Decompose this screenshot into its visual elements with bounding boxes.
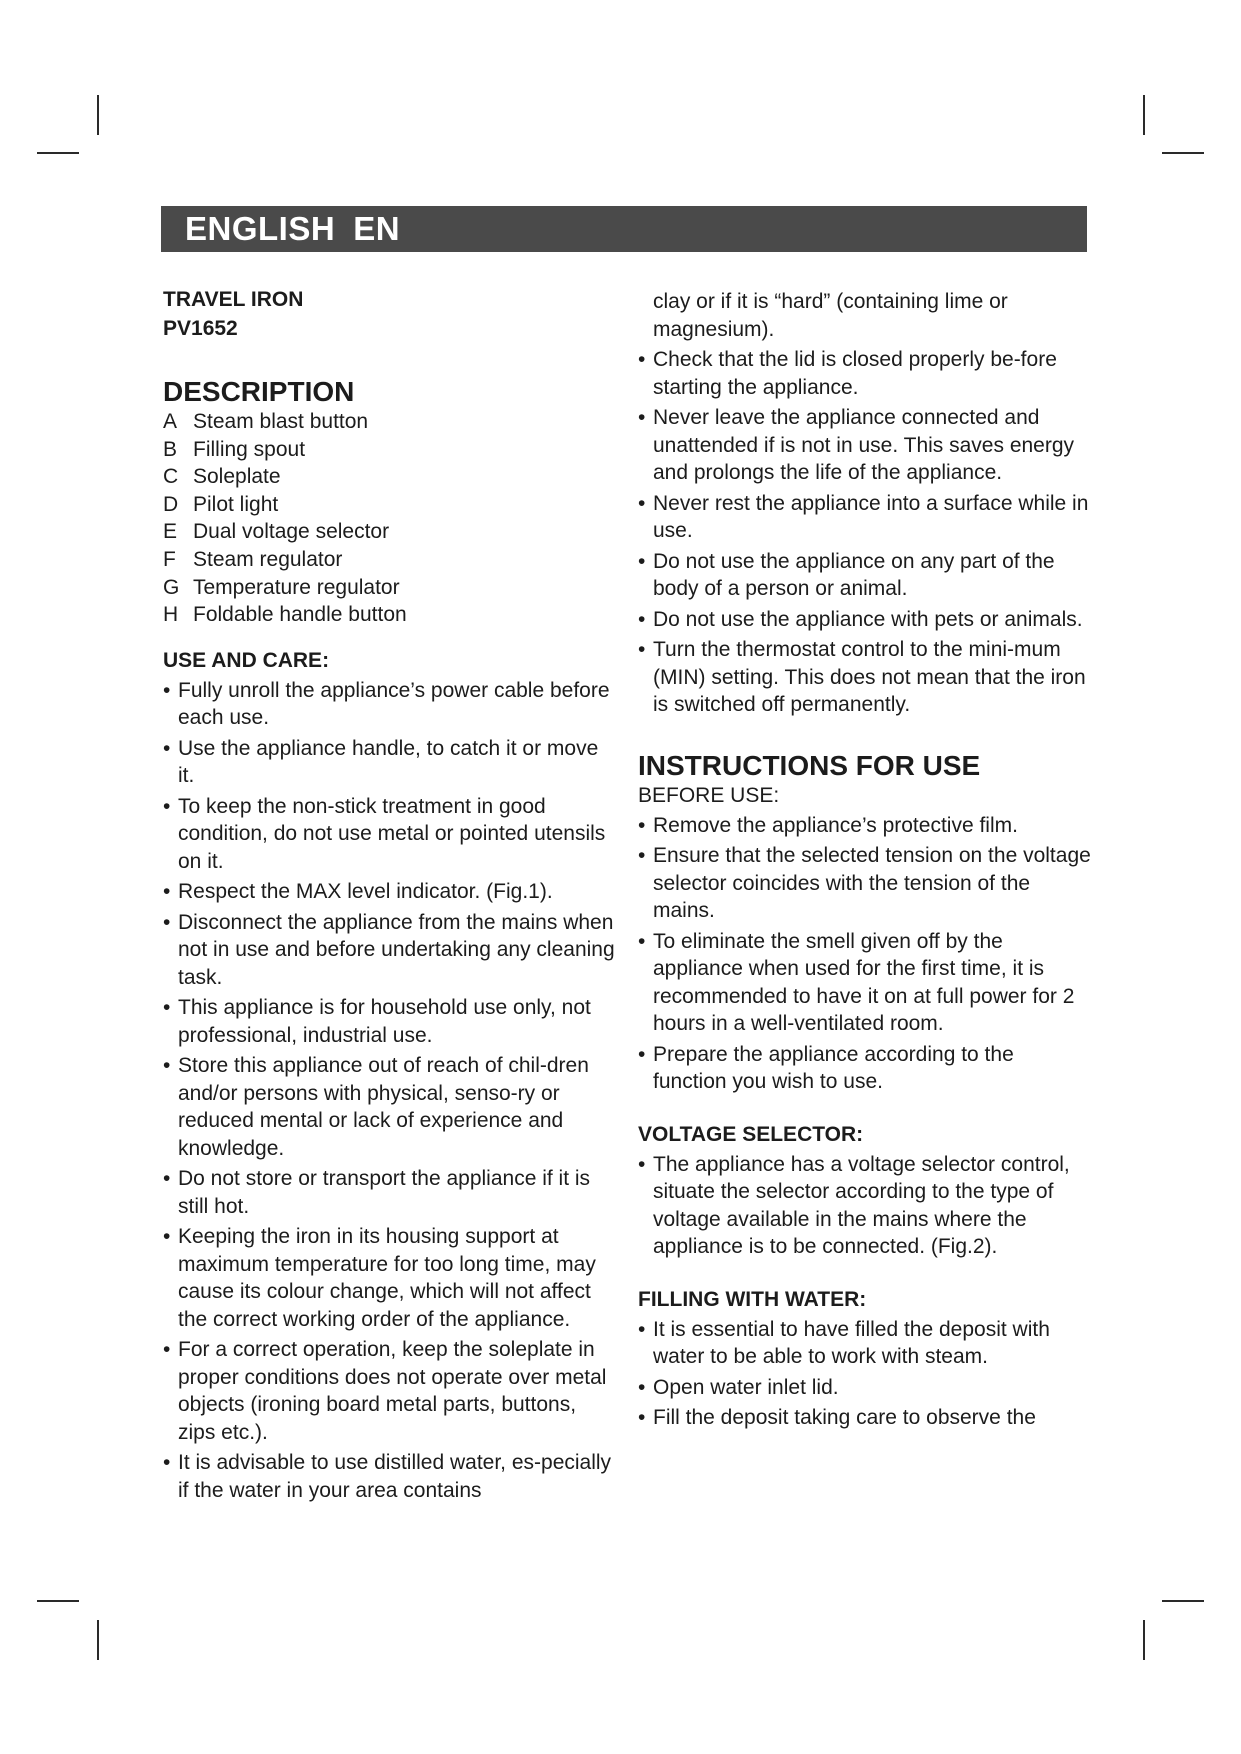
parts-list xyxy=(163,408,618,629)
language-header-bar xyxy=(161,206,1087,252)
list-item xyxy=(638,1404,1093,1432)
language-label: ENGLISH xyxy=(185,210,336,247)
list-item-text: Never rest the appliance into a surface while in use. xyxy=(653,491,1089,542)
list-item-text: Use the appliance handle, to catch it or move it. xyxy=(178,736,599,788)
list-item xyxy=(163,1449,618,1504)
part-label: Pilot light xyxy=(193,492,279,516)
use-and-care-list xyxy=(163,677,618,1505)
part-letter: A xyxy=(163,410,178,433)
bullet-icon: • xyxy=(163,1054,171,1078)
bullet-icon: • xyxy=(163,678,171,702)
crop-mark-bottom-right-vertical xyxy=(1143,1620,1145,1660)
crop-mark-top-right-vertical xyxy=(1143,95,1145,135)
list-item xyxy=(638,490,1093,545)
list-item-text: It is advisable to use distilled water, es-pecially if the water in your area contains xyxy=(178,1451,612,1502)
bullet-icon: • xyxy=(638,607,646,631)
list-item xyxy=(163,1165,618,1220)
list-item xyxy=(163,677,618,732)
list-item xyxy=(638,606,1093,634)
part-item xyxy=(163,546,618,574)
list-item xyxy=(163,1223,618,1333)
list-item-text: Fully unroll the appliance’s power cable before each use. xyxy=(178,678,610,730)
voltage-selector-list xyxy=(638,1151,1093,1261)
right-column xyxy=(638,288,1093,1435)
list-item xyxy=(163,994,618,1049)
part-label: Foldable handle button xyxy=(193,603,407,627)
list-item-text: Respect the MAX level indicator. (Fig.1). xyxy=(178,880,553,904)
list-item xyxy=(163,793,618,876)
filling-list xyxy=(638,1316,1093,1432)
list-item-text: The appliance has a voltage selector control, situate the selector according to the type of voltage available in the mains where the appliance is to be connected. (Fig.2). xyxy=(653,1152,1070,1258)
product-name: TRAVEL IRON xyxy=(163,288,304,311)
before-use-list xyxy=(638,812,1093,1096)
part-label: Temperature regulator xyxy=(193,575,400,599)
list-item xyxy=(638,1316,1093,1371)
part-item xyxy=(163,491,618,519)
bullet-icon: • xyxy=(163,736,171,760)
part-item xyxy=(163,436,618,464)
part-item xyxy=(163,574,618,602)
list-item xyxy=(638,1041,1093,1096)
list-item xyxy=(163,1336,618,1446)
bullet-icon: • xyxy=(638,1406,646,1429)
list-item-text: To keep the non-stick treatment in good condition, do not use metal or pointed utensils on it. xyxy=(178,794,606,873)
part-item xyxy=(163,463,618,491)
crop-mark-bottom-right-horizontal xyxy=(1162,1600,1204,1602)
filling-title: FILLING WITH WATER: xyxy=(638,1287,867,1311)
part-item xyxy=(163,518,618,546)
bullet-icon: • xyxy=(638,491,646,515)
list-item-text: This appliance is for household use only, not professional, industrial use. xyxy=(178,996,591,1047)
list-item-text: For a correct operation, keep the soleplate in proper conditions does not operate over metal objects (ironing board metal parts, buttons, zips etc.). xyxy=(178,1338,607,1444)
part-label: Dual voltage selector xyxy=(193,520,390,544)
product-model: PV1652 xyxy=(163,317,238,340)
list-item-text: Do not store or transport the appliance if it is still hot. xyxy=(178,1167,591,1218)
bullet-icon: • xyxy=(163,794,171,818)
list-item xyxy=(638,842,1093,925)
part-label: Steam blast button xyxy=(193,410,369,433)
crop-mark-top-right-horizontal xyxy=(1162,152,1204,154)
list-item xyxy=(163,735,618,790)
description-title: DESCRIPTION xyxy=(163,376,355,407)
bullet-icon: • xyxy=(638,813,646,837)
use-and-care-title: USE AND CARE: xyxy=(163,648,330,672)
part-letter: C xyxy=(163,465,179,489)
crop-mark-bottom-left-horizontal xyxy=(37,1600,79,1602)
bullet-icon: • xyxy=(638,844,646,867)
continued-text: clay or if it is “hard” (containing lime or magnesium). xyxy=(653,290,1008,341)
list-item xyxy=(638,548,1093,603)
list-item-text: Do not use the appliance with pets or animals. xyxy=(653,607,1083,631)
bullet-icon: • xyxy=(638,406,646,429)
part-label: Soleplate xyxy=(193,465,281,489)
list-item-text: Prepare the appliance according to the function you wish to use. xyxy=(653,1042,1014,1093)
voltage-selector-title: VOLTAGE SELECTOR: xyxy=(638,1122,864,1146)
bullet-icon: • xyxy=(163,1451,171,1475)
list-item-text: Disconnect the appliance from the mains when not in use and before undertaking any cleaning task. xyxy=(178,910,615,989)
list-item-text: Ensure that the selected tension on the voltage selector coincides with the tension of the mains. xyxy=(653,844,1091,922)
crop-mark-top-left-vertical xyxy=(97,95,99,135)
bullet-icon: • xyxy=(638,1317,646,1341)
instructions-title: INSTRUCTIONS FOR USE xyxy=(638,749,981,781)
language-code: EN xyxy=(353,210,401,247)
list-item-text: Open water inlet lid. xyxy=(653,1375,839,1399)
list-item xyxy=(638,1151,1093,1261)
list-item-text: Check that the lid is closed properly be-fore starting the appliance. xyxy=(653,348,1057,399)
bullet-icon: • xyxy=(638,348,646,371)
list-item xyxy=(638,636,1093,719)
list-item-text: Never leave the appliance connected and unattended if is not in use. This saves energy and prolongs the life of the appliance. xyxy=(653,406,1075,484)
left-column xyxy=(163,285,618,1507)
part-letter: B xyxy=(163,437,178,461)
list-item xyxy=(638,928,1093,1038)
part-letter: G xyxy=(163,575,180,599)
bullet-icon: • xyxy=(163,1338,171,1362)
list-item xyxy=(163,909,618,992)
part-letter: D xyxy=(163,492,179,516)
bullet-icon: • xyxy=(638,1042,646,1066)
before-use-title: BEFORE USE: xyxy=(638,783,780,807)
bullet-icon: • xyxy=(638,549,646,573)
bullet-icon: • xyxy=(638,638,646,661)
crop-mark-top-left-horizontal xyxy=(37,152,79,154)
list-item xyxy=(638,1374,1093,1402)
part-letter: H xyxy=(163,603,179,627)
bullet-icon: • xyxy=(638,1375,646,1399)
bullet-icon: • xyxy=(163,996,171,1020)
list-item-text: Turn the thermostat control to the mini-mum (MIN) setting. This does not mean that the iron is switched off permanently. xyxy=(653,638,1086,716)
bullet-icon: • xyxy=(163,910,171,934)
list-item xyxy=(638,404,1093,487)
list-item-text: Store this appliance out of reach of chil-dren and/or persons with physical, senso-ry or reduced mental or lack of experience and knowledge. xyxy=(178,1054,589,1160)
part-letter: F xyxy=(163,547,176,571)
part-item xyxy=(163,408,618,436)
bullet-icon: • xyxy=(163,1225,171,1249)
use-and-care-list-continued xyxy=(638,346,1093,719)
part-letter: E xyxy=(163,520,178,544)
bullet-icon: • xyxy=(163,1167,171,1191)
list-item xyxy=(638,346,1093,401)
part-label: Filling spout xyxy=(193,437,306,461)
list-item-text: To eliminate the smell given off by the appliance when used for the first time, it is recommended to have it on at full power for 2 hours in a well-ventilated room. xyxy=(653,929,1075,1035)
list-item xyxy=(163,878,618,906)
part-item xyxy=(163,601,618,629)
bullet-icon: • xyxy=(638,1152,646,1176)
list-item-text: Fill the deposit taking care to observe the xyxy=(653,1406,1036,1429)
list-item-text: Remove the appliance’s protective film. xyxy=(653,813,1018,837)
list-item-text: Keeping the iron in its housing support at maximum temperature for too long time, may cause its colour change, which will not affect the correct working order of the appliance. xyxy=(178,1225,596,1331)
list-item-text: It is essential to have filled the deposit with water to be able to work with steam. xyxy=(653,1317,1050,1368)
list-item xyxy=(163,1052,618,1162)
bullet-icon: • xyxy=(163,880,171,904)
list-item xyxy=(638,812,1093,840)
crop-mark-bottom-left-vertical xyxy=(97,1620,99,1660)
product-block xyxy=(163,285,618,343)
list-item-text: Do not use the appliance on any part of the body of a person or animal. xyxy=(653,549,1055,600)
bullet-icon: • xyxy=(638,929,646,953)
part-label: Steam regulator xyxy=(193,547,343,571)
